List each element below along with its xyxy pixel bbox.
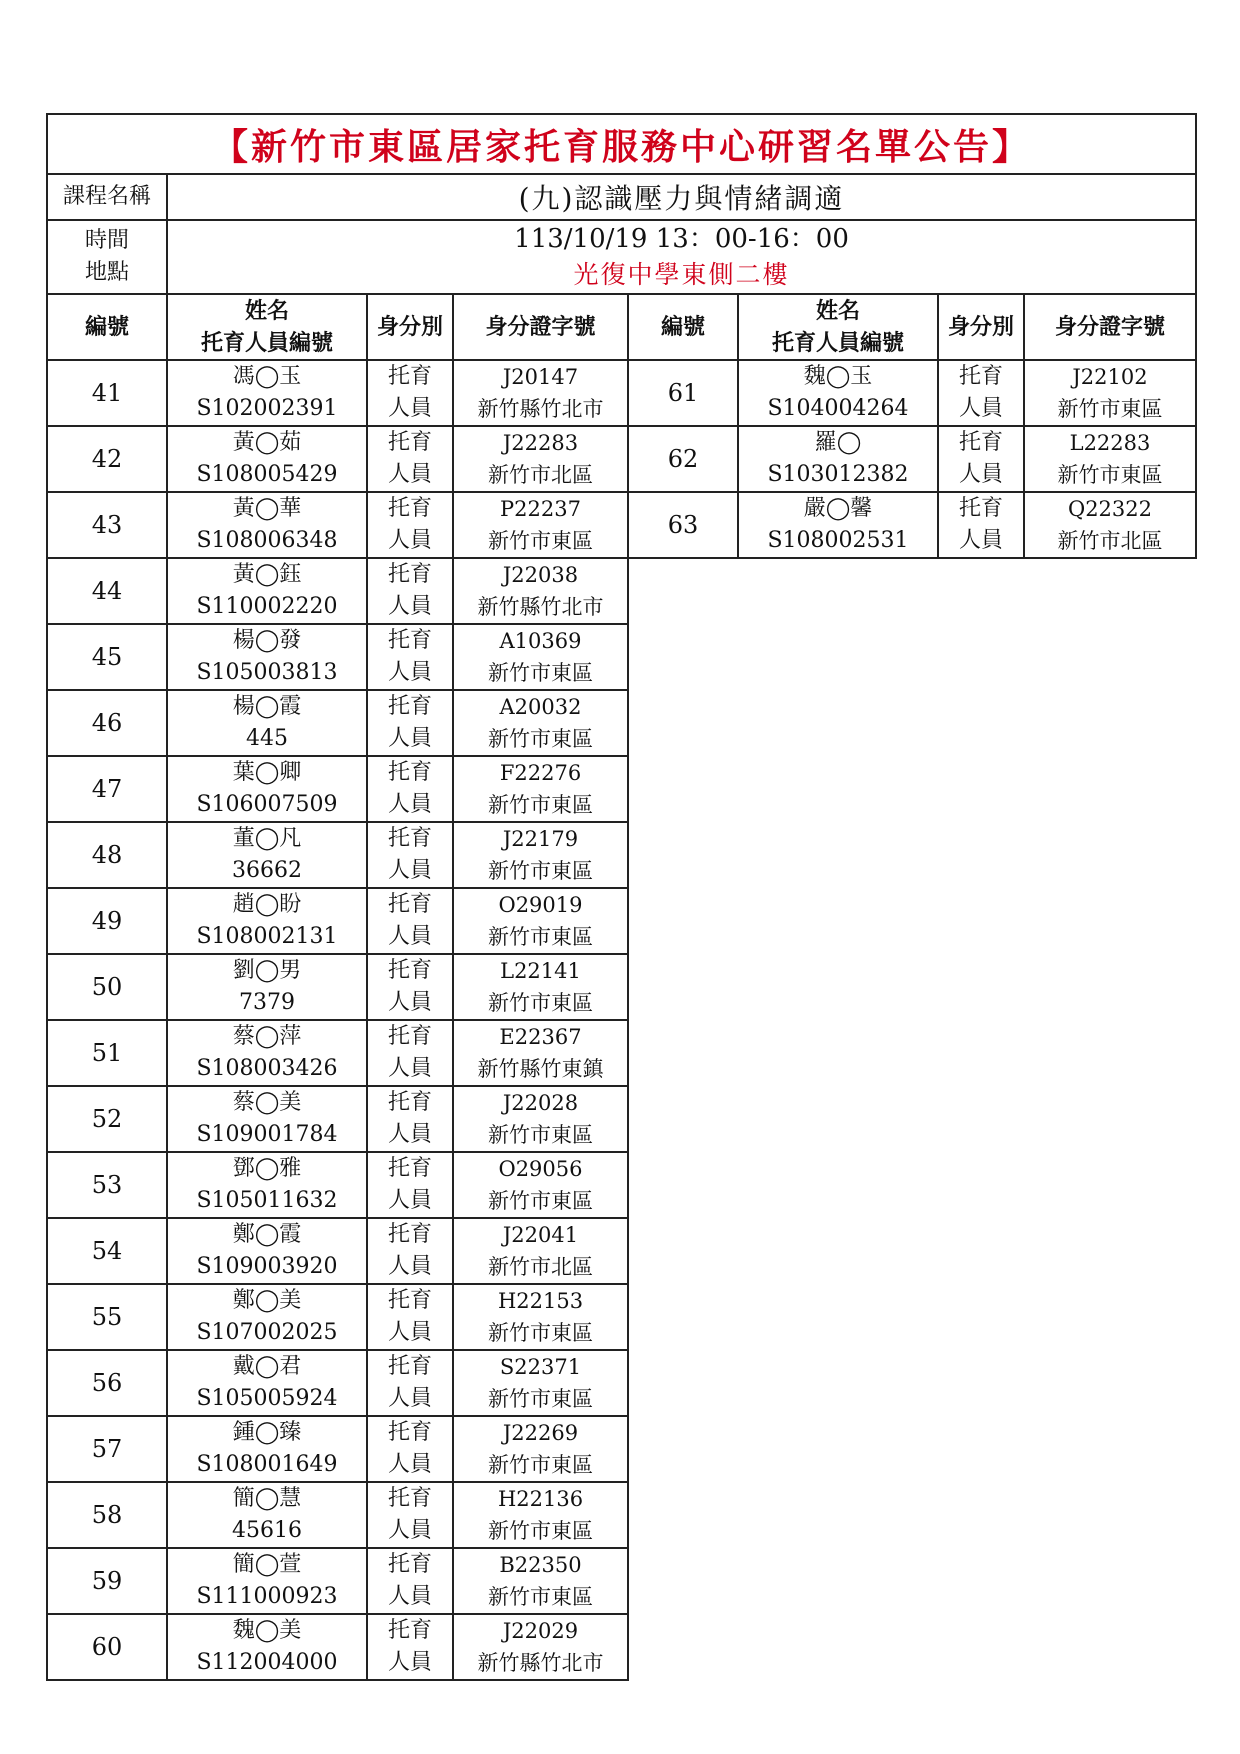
trainee-role-line2: 人員 xyxy=(387,660,432,685)
trainee-id-area-right xyxy=(1024,426,1196,492)
table-row xyxy=(47,822,1196,888)
row-number-right: 61 xyxy=(628,360,738,426)
trainee-name-staff xyxy=(167,888,367,954)
time-venue-label xyxy=(47,220,167,294)
trainee-role-line1: 托育 xyxy=(387,1420,432,1445)
header-name xyxy=(167,294,367,360)
trainee-id-area-line1: H22153 xyxy=(497,1289,584,1313)
trainee-role xyxy=(367,1548,453,1614)
table-row xyxy=(47,426,1196,492)
row-number: 44 xyxy=(47,558,167,624)
trainee-role-line1: 托育 xyxy=(387,364,432,389)
trainee-role-right-line1: 托育 xyxy=(958,430,1003,455)
trainee-name-staff xyxy=(167,1284,367,1350)
trainee-role-line2: 人員 xyxy=(387,858,432,883)
trainee-role-line1: 托育 xyxy=(387,1024,432,1049)
trainee-id-area-right-line2: 新竹市東區 xyxy=(1057,463,1163,487)
trainee-id-area xyxy=(453,1086,628,1152)
trainee-role-line1: 托育 xyxy=(387,1090,432,1115)
trainee-name-staff-right-line2: S108002531 xyxy=(767,528,909,553)
empty-area xyxy=(628,1416,1196,1482)
trainee-id-area xyxy=(453,756,628,822)
trainee-name-staff xyxy=(167,1218,367,1284)
row-number: 48 xyxy=(47,822,167,888)
trainee-id-area xyxy=(453,558,628,624)
trainee-name-staff-right-line1: 嚴◯馨 xyxy=(803,496,873,521)
trainee-id-area-line2: 新竹市東區 xyxy=(488,727,593,751)
trainee-role-right-line1: 托育 xyxy=(958,364,1003,389)
trainee-name-staff-line1: 葉◯卿 xyxy=(232,760,302,785)
trainee-role-line1: 托育 xyxy=(387,1618,432,1643)
trainee-name-staff-right-line2: S104004264 xyxy=(767,396,909,421)
session-time: 113/10/19 13：00-16：00 xyxy=(514,224,849,254)
trainee-name-staff xyxy=(167,1086,367,1152)
trainee-id-area-right-line1: J22102 xyxy=(1072,365,1148,389)
trainee-name-staff xyxy=(167,1416,367,1482)
trainee-id-area-line1: O29019 xyxy=(498,893,583,917)
course-name: (九)認識壓力與情緒調適 xyxy=(167,174,1196,220)
trainee-role xyxy=(367,1482,453,1548)
trainee-role-line1: 托育 xyxy=(387,1354,432,1379)
table-row xyxy=(47,492,1196,558)
trainee-role xyxy=(367,690,453,756)
trainee-name-staff-line1: 蔡◯萍 xyxy=(232,1024,302,1049)
trainee-id-area-line1: H22136 xyxy=(497,1487,584,1511)
header-number-right: 編號 xyxy=(628,294,738,360)
trainee-name-staff xyxy=(167,690,367,756)
empty-area xyxy=(628,1548,1196,1614)
header-name-right xyxy=(738,294,938,360)
trainee-name-staff-line1: 黃◯華 xyxy=(232,496,302,521)
trainee-role-line2: 人員 xyxy=(387,1584,432,1609)
trainee-role-line2: 人員 xyxy=(387,726,432,751)
trainee-id-area xyxy=(453,426,628,492)
trainee-id-area-line2: 新竹縣竹北市 xyxy=(477,595,604,619)
time-venue xyxy=(167,220,1196,294)
trainee-name-staff-line2: S112004000 xyxy=(196,1650,338,1675)
trainee-role-line1: 托育 xyxy=(387,1222,432,1247)
empty-area xyxy=(628,1350,1196,1416)
trainee-name-staff-line2: S108003426 xyxy=(196,1056,338,1081)
trainee-id-area-line1: J22029 xyxy=(502,1619,579,1643)
trainee-id-area-line2: 新竹市東區 xyxy=(488,1519,593,1543)
trainee-role-line1: 托育 xyxy=(387,628,432,653)
trainee-name-staff-line1: 簡◯萱 xyxy=(232,1552,302,1577)
trainee-name-staff xyxy=(167,492,367,558)
course-label: 課程名稱 xyxy=(47,174,167,220)
trainee-id-area xyxy=(453,492,628,558)
trainee-role-line2: 人員 xyxy=(387,1056,432,1081)
trainee-name-staff-line2: S111000923 xyxy=(196,1584,338,1609)
trainee-name-staff xyxy=(167,360,367,426)
row-number: 59 xyxy=(47,1548,167,1614)
trainee-id-area-line2: 新竹市東區 xyxy=(488,529,593,553)
header-name-line2: 托育人員編號 xyxy=(200,330,333,356)
trainee-role-line2: 人員 xyxy=(387,1188,432,1213)
time-label: 時間 xyxy=(84,228,129,253)
trainee-id-area-line1: E22367 xyxy=(499,1025,582,1049)
trainee-id-area-line1: O29056 xyxy=(498,1157,583,1181)
trainee-name-staff-line2: S108001649 xyxy=(196,1452,338,1477)
trainee-name-staff-line1: 劉◯男 xyxy=(232,958,302,983)
trainee-name-staff-line2: S106007509 xyxy=(196,792,338,817)
trainee-id-area xyxy=(453,690,628,756)
trainee-name-staff-line2: S102002391 xyxy=(196,396,338,421)
trainee-id-area xyxy=(453,1416,628,1482)
trainee-role-right xyxy=(938,360,1024,426)
row-number: 54 xyxy=(47,1218,167,1284)
trainee-name-staff-line2: S110002220 xyxy=(196,594,338,619)
trainee-id-area-line2: 新竹市北區 xyxy=(488,463,593,487)
trainee-id-area-line2: 新竹市北區 xyxy=(488,1255,593,1279)
trainee-name-staff xyxy=(167,954,367,1020)
trainee-id-area-line2: 新竹市東區 xyxy=(488,1585,593,1609)
trainee-name-staff-right-line1: 羅◯ xyxy=(814,430,862,455)
trainee-name-staff-line2: S108006348 xyxy=(196,528,338,553)
trainee-role xyxy=(367,1350,453,1416)
trainee-id-area-line1: A10369 xyxy=(499,629,582,653)
header-id-code-right: 身分證字號 xyxy=(1024,294,1196,360)
trainee-role xyxy=(367,1218,453,1284)
trainee-role-line2: 人員 xyxy=(387,1452,432,1477)
header-number: 編號 xyxy=(47,294,167,360)
trainee-id-area-line1: J22179 xyxy=(502,827,579,851)
trainee-name-staff-line1: 蔡◯美 xyxy=(232,1090,302,1115)
table-row xyxy=(47,888,1196,954)
trainee-role-line2: 人員 xyxy=(387,1386,432,1411)
trainee-id-area xyxy=(453,822,628,888)
trainee-role xyxy=(367,1416,453,1482)
trainee-name-staff xyxy=(167,558,367,624)
empty-area xyxy=(628,756,1196,822)
empty-area xyxy=(628,1086,1196,1152)
trainee-role-right-line1: 托育 xyxy=(958,496,1003,521)
trainee-id-area xyxy=(453,888,628,954)
trainee-role-line1: 托育 xyxy=(387,1156,432,1181)
trainee-id-area-line2: 新竹縣竹東鎮 xyxy=(477,1057,604,1081)
trainee-id-area xyxy=(453,1350,628,1416)
header-role: 身分別 xyxy=(367,294,453,360)
trainee-id-area-line1: P22237 xyxy=(500,497,581,521)
trainee-role-line1: 托育 xyxy=(387,826,432,851)
trainee-name-staff-line1: 鍾◯臻 xyxy=(232,1420,302,1445)
trainee-name-staff-right-line2: S103012382 xyxy=(767,462,909,487)
trainee-name-staff-line2: S108002131 xyxy=(196,924,338,949)
trainee-role xyxy=(367,426,453,492)
roster-table xyxy=(46,113,1197,1681)
trainee-name-staff-line2: S109003920 xyxy=(196,1254,338,1279)
trainee-id-area-line2: 新竹市東區 xyxy=(488,991,593,1015)
trainee-role xyxy=(367,822,453,888)
trainee-name-staff-line1: 鄭◯霞 xyxy=(232,1222,302,1247)
row-number: 49 xyxy=(47,888,167,954)
trainee-role-line2: 人員 xyxy=(387,396,432,421)
trainee-name-staff xyxy=(167,624,367,690)
trainee-name-staff-line1: 楊◯發 xyxy=(232,628,302,653)
trainee-name-staff-line2: S107002025 xyxy=(196,1320,338,1345)
empty-area xyxy=(628,1482,1196,1548)
empty-area xyxy=(628,1020,1196,1086)
trainee-id-area-line2: 新竹縣竹北市 xyxy=(477,397,604,421)
trainee-id-area-right-line1: L22283 xyxy=(1069,431,1151,455)
header-role-right: 身分別 xyxy=(938,294,1024,360)
trainee-id-area-line1: J22038 xyxy=(502,563,579,587)
trainee-role xyxy=(367,1284,453,1350)
trainee-role-right xyxy=(938,426,1024,492)
trainee-name-staff-line2: S105005924 xyxy=(196,1386,338,1411)
trainee-id-area-line2: 新竹市東區 xyxy=(488,1387,593,1411)
trainee-name-staff xyxy=(167,1482,367,1548)
trainee-id-area-right xyxy=(1024,360,1196,426)
empty-area xyxy=(628,624,1196,690)
trainee-name-staff-right xyxy=(738,360,938,426)
trainee-role xyxy=(367,1020,453,1086)
trainee-id-area-line2: 新竹市東區 xyxy=(488,1189,593,1213)
trainee-id-area xyxy=(453,1152,628,1218)
trainee-id-area-right-line2: 新竹市東區 xyxy=(1057,397,1163,421)
trainee-name-staff-line1: 黃◯鈺 xyxy=(232,562,302,587)
trainee-id-area-line1: J22028 xyxy=(502,1091,579,1115)
trainee-role-line2: 人員 xyxy=(387,594,432,619)
trainee-id-area-line2: 新竹市東區 xyxy=(488,859,593,883)
trainee-id-area xyxy=(453,1020,628,1086)
trainee-name-staff xyxy=(167,822,367,888)
trainee-id-area xyxy=(453,624,628,690)
trainee-role-line1: 托育 xyxy=(387,1552,432,1577)
trainee-id-area-right-line1: Q22322 xyxy=(1067,497,1153,521)
row-number: 51 xyxy=(47,1020,167,1086)
trainee-role-line1: 托育 xyxy=(387,1486,432,1511)
trainee-role xyxy=(367,1614,453,1680)
trainee-name-staff-line2: S108005429 xyxy=(196,462,338,487)
trainee-name-staff-right xyxy=(738,492,938,558)
trainee-role-line2: 人員 xyxy=(387,1122,432,1147)
header-id-code: 身分證字號 xyxy=(453,294,628,360)
trainee-role-line1: 托育 xyxy=(387,1288,432,1313)
trainee-name-staff xyxy=(167,756,367,822)
trainee-id-area-line2: 新竹市東區 xyxy=(488,925,593,949)
table-row xyxy=(47,624,1196,690)
trainee-name-staff xyxy=(167,1152,367,1218)
trainee-role-line2: 人員 xyxy=(387,1650,432,1675)
table-row xyxy=(47,756,1196,822)
trainee-name-staff xyxy=(167,426,367,492)
empty-area xyxy=(628,954,1196,1020)
trainee-id-area-line2: 新竹市東區 xyxy=(488,1453,593,1477)
trainee-name-staff-line1: 鄭◯美 xyxy=(232,1288,302,1313)
trainee-name-staff xyxy=(167,1614,367,1680)
trainee-name-staff-line1: 董◯凡 xyxy=(232,826,302,851)
trainee-id-area-line1: J22283 xyxy=(502,431,579,455)
trainee-role-line2: 人員 xyxy=(387,1320,432,1345)
trainee-id-area-line2: 新竹市東區 xyxy=(488,1321,593,1345)
row-number: 41 xyxy=(47,360,167,426)
trainee-name-staff-line2: 45616 xyxy=(232,1518,302,1543)
trainee-role-right xyxy=(938,492,1024,558)
row-number: 50 xyxy=(47,954,167,1020)
trainee-name-staff-line2: S109001784 xyxy=(196,1122,338,1147)
trainee-id-area-line2: 新竹市東區 xyxy=(488,661,593,685)
trainee-name-staff-line1: 簡◯慧 xyxy=(232,1486,302,1511)
column-header-row xyxy=(47,294,1196,360)
trainee-role-line1: 托育 xyxy=(387,760,432,785)
trainee-role xyxy=(367,1086,453,1152)
row-number: 55 xyxy=(47,1284,167,1350)
trainee-name-staff-line1: 馮◯玉 xyxy=(232,364,302,389)
trainee-name-staff-line2: 36662 xyxy=(232,858,302,883)
trainee-role-right-line2: 人員 xyxy=(958,528,1003,553)
trainee-name-staff-line1: 趙◯盼 xyxy=(232,892,302,917)
table-row xyxy=(47,690,1196,756)
empty-area xyxy=(628,822,1196,888)
empty-area xyxy=(628,558,1196,624)
trainee-role-right-line2: 人員 xyxy=(958,396,1003,421)
trainee-role-line2: 人員 xyxy=(387,924,432,949)
trainee-role-line1: 托育 xyxy=(387,958,432,983)
trainee-role xyxy=(367,492,453,558)
trainee-name-staff-line2: S105003813 xyxy=(196,660,338,685)
trainee-role-line2: 人員 xyxy=(387,528,432,553)
trainee-role-line2: 人員 xyxy=(387,1254,432,1279)
table-row xyxy=(47,558,1196,624)
trainee-name-staff-right xyxy=(738,426,938,492)
row-number: 58 xyxy=(47,1482,167,1548)
row-number: 60 xyxy=(47,1614,167,1680)
trainee-name-staff xyxy=(167,1350,367,1416)
trainee-role-line1: 托育 xyxy=(387,694,432,719)
table-row xyxy=(47,1020,1196,1086)
trainee-role-line2: 人員 xyxy=(387,462,432,487)
trainee-name-staff xyxy=(167,1548,367,1614)
trainee-id-area xyxy=(453,1482,628,1548)
empty-area xyxy=(628,1152,1196,1218)
trainee-name-staff-line1: 楊◯霞 xyxy=(232,694,302,719)
table-row xyxy=(47,1284,1196,1350)
row-number: 57 xyxy=(47,1416,167,1482)
trainee-name-staff-right-line1: 魏◯玉 xyxy=(803,364,873,389)
page-title: 【新竹市東區居家托育服務中心研習名單公告】 xyxy=(47,114,1196,174)
trainee-role xyxy=(367,360,453,426)
trainee-role xyxy=(367,624,453,690)
table-row xyxy=(47,1218,1196,1284)
table-row xyxy=(47,1614,1196,1680)
row-number-right: 62 xyxy=(628,426,738,492)
row-number: 56 xyxy=(47,1350,167,1416)
trainee-name-staff-line1: 鄧◯雅 xyxy=(232,1156,302,1181)
trainee-id-area-right-line2: 新竹市北區 xyxy=(1057,529,1163,553)
trainee-id-area-line1: B22350 xyxy=(499,1553,582,1577)
trainee-role xyxy=(367,558,453,624)
trainee-id-area-line1: F22276 xyxy=(499,761,582,785)
trainee-role-line1: 托育 xyxy=(387,562,432,587)
venue-label: 地點 xyxy=(84,260,129,285)
trainee-role-line2: 人員 xyxy=(387,990,432,1015)
trainee-role-line2: 人員 xyxy=(387,1518,432,1543)
row-number: 46 xyxy=(47,690,167,756)
header-name-line1: 姓名 xyxy=(244,298,289,324)
row-number: 47 xyxy=(47,756,167,822)
trainee-role xyxy=(367,888,453,954)
row-number-right: 63 xyxy=(628,492,738,558)
trainee-role xyxy=(367,756,453,822)
table-row xyxy=(47,1152,1196,1218)
trainee-role-line1: 托育 xyxy=(387,892,432,917)
table-row xyxy=(47,1482,1196,1548)
trainee-role-line1: 托育 xyxy=(387,430,432,455)
row-number: 53 xyxy=(47,1152,167,1218)
trainee-role-line2: 人員 xyxy=(387,792,432,817)
trainee-id-area xyxy=(453,360,628,426)
row-number: 45 xyxy=(47,624,167,690)
trainee-id-area-right xyxy=(1024,492,1196,558)
trainee-name-staff xyxy=(167,1020,367,1086)
header-name-line1-right: 姓名 xyxy=(815,298,860,324)
empty-area xyxy=(628,888,1196,954)
trainee-id-area xyxy=(453,1218,628,1284)
table-row xyxy=(47,1416,1196,1482)
empty-area xyxy=(628,1614,1196,1680)
table-row xyxy=(47,1350,1196,1416)
table-row xyxy=(47,1086,1196,1152)
trainee-id-area xyxy=(453,1614,628,1680)
trainee-role-line1: 托育 xyxy=(387,496,432,521)
row-number: 52 xyxy=(47,1086,167,1152)
trainee-name-staff-line2: S105011632 xyxy=(196,1188,338,1213)
trainee-id-area xyxy=(453,1548,628,1614)
trainee-id-area-line2: 新竹縣竹北市 xyxy=(477,1651,604,1675)
table-row xyxy=(47,954,1196,1020)
row-number: 42 xyxy=(47,426,167,492)
table-row xyxy=(47,1548,1196,1614)
trainee-name-staff-line2: 445 xyxy=(246,726,288,751)
trainee-id-area-line2: 新竹市東區 xyxy=(488,793,593,817)
trainee-name-staff-line1: 黃◯茹 xyxy=(232,430,302,455)
empty-area xyxy=(628,1218,1196,1284)
trainee-role-right-line2: 人員 xyxy=(958,462,1003,487)
row-number: 43 xyxy=(47,492,167,558)
trainee-id-area-line1: L22141 xyxy=(500,959,581,983)
trainee-role xyxy=(367,1152,453,1218)
trainee-id-area-line1: J22269 xyxy=(502,1421,579,1445)
trainee-name-staff-line1: 戴◯君 xyxy=(232,1354,302,1379)
trainee-name-staff-line2: 7379 xyxy=(239,990,295,1015)
table-row xyxy=(47,360,1196,426)
trainee-id-area-line1: A20032 xyxy=(499,695,582,719)
empty-area xyxy=(628,1284,1196,1350)
trainee-id-area xyxy=(453,1284,628,1350)
empty-area xyxy=(628,690,1196,756)
trainee-id-area-line1: J20147 xyxy=(502,365,579,389)
header-name-line2-right: 托育人員編號 xyxy=(771,330,904,356)
trainee-id-area-line2: 新竹市東區 xyxy=(488,1123,593,1147)
trainee-id-area-line1: S22371 xyxy=(499,1355,582,1379)
trainee-name-staff-line1: 魏◯美 xyxy=(232,1618,302,1643)
trainee-role xyxy=(367,954,453,1020)
session-venue: 光復中學東側二樓 xyxy=(573,260,790,289)
trainee-id-area xyxy=(453,954,628,1020)
trainee-id-area-line1: J22041 xyxy=(502,1223,579,1247)
